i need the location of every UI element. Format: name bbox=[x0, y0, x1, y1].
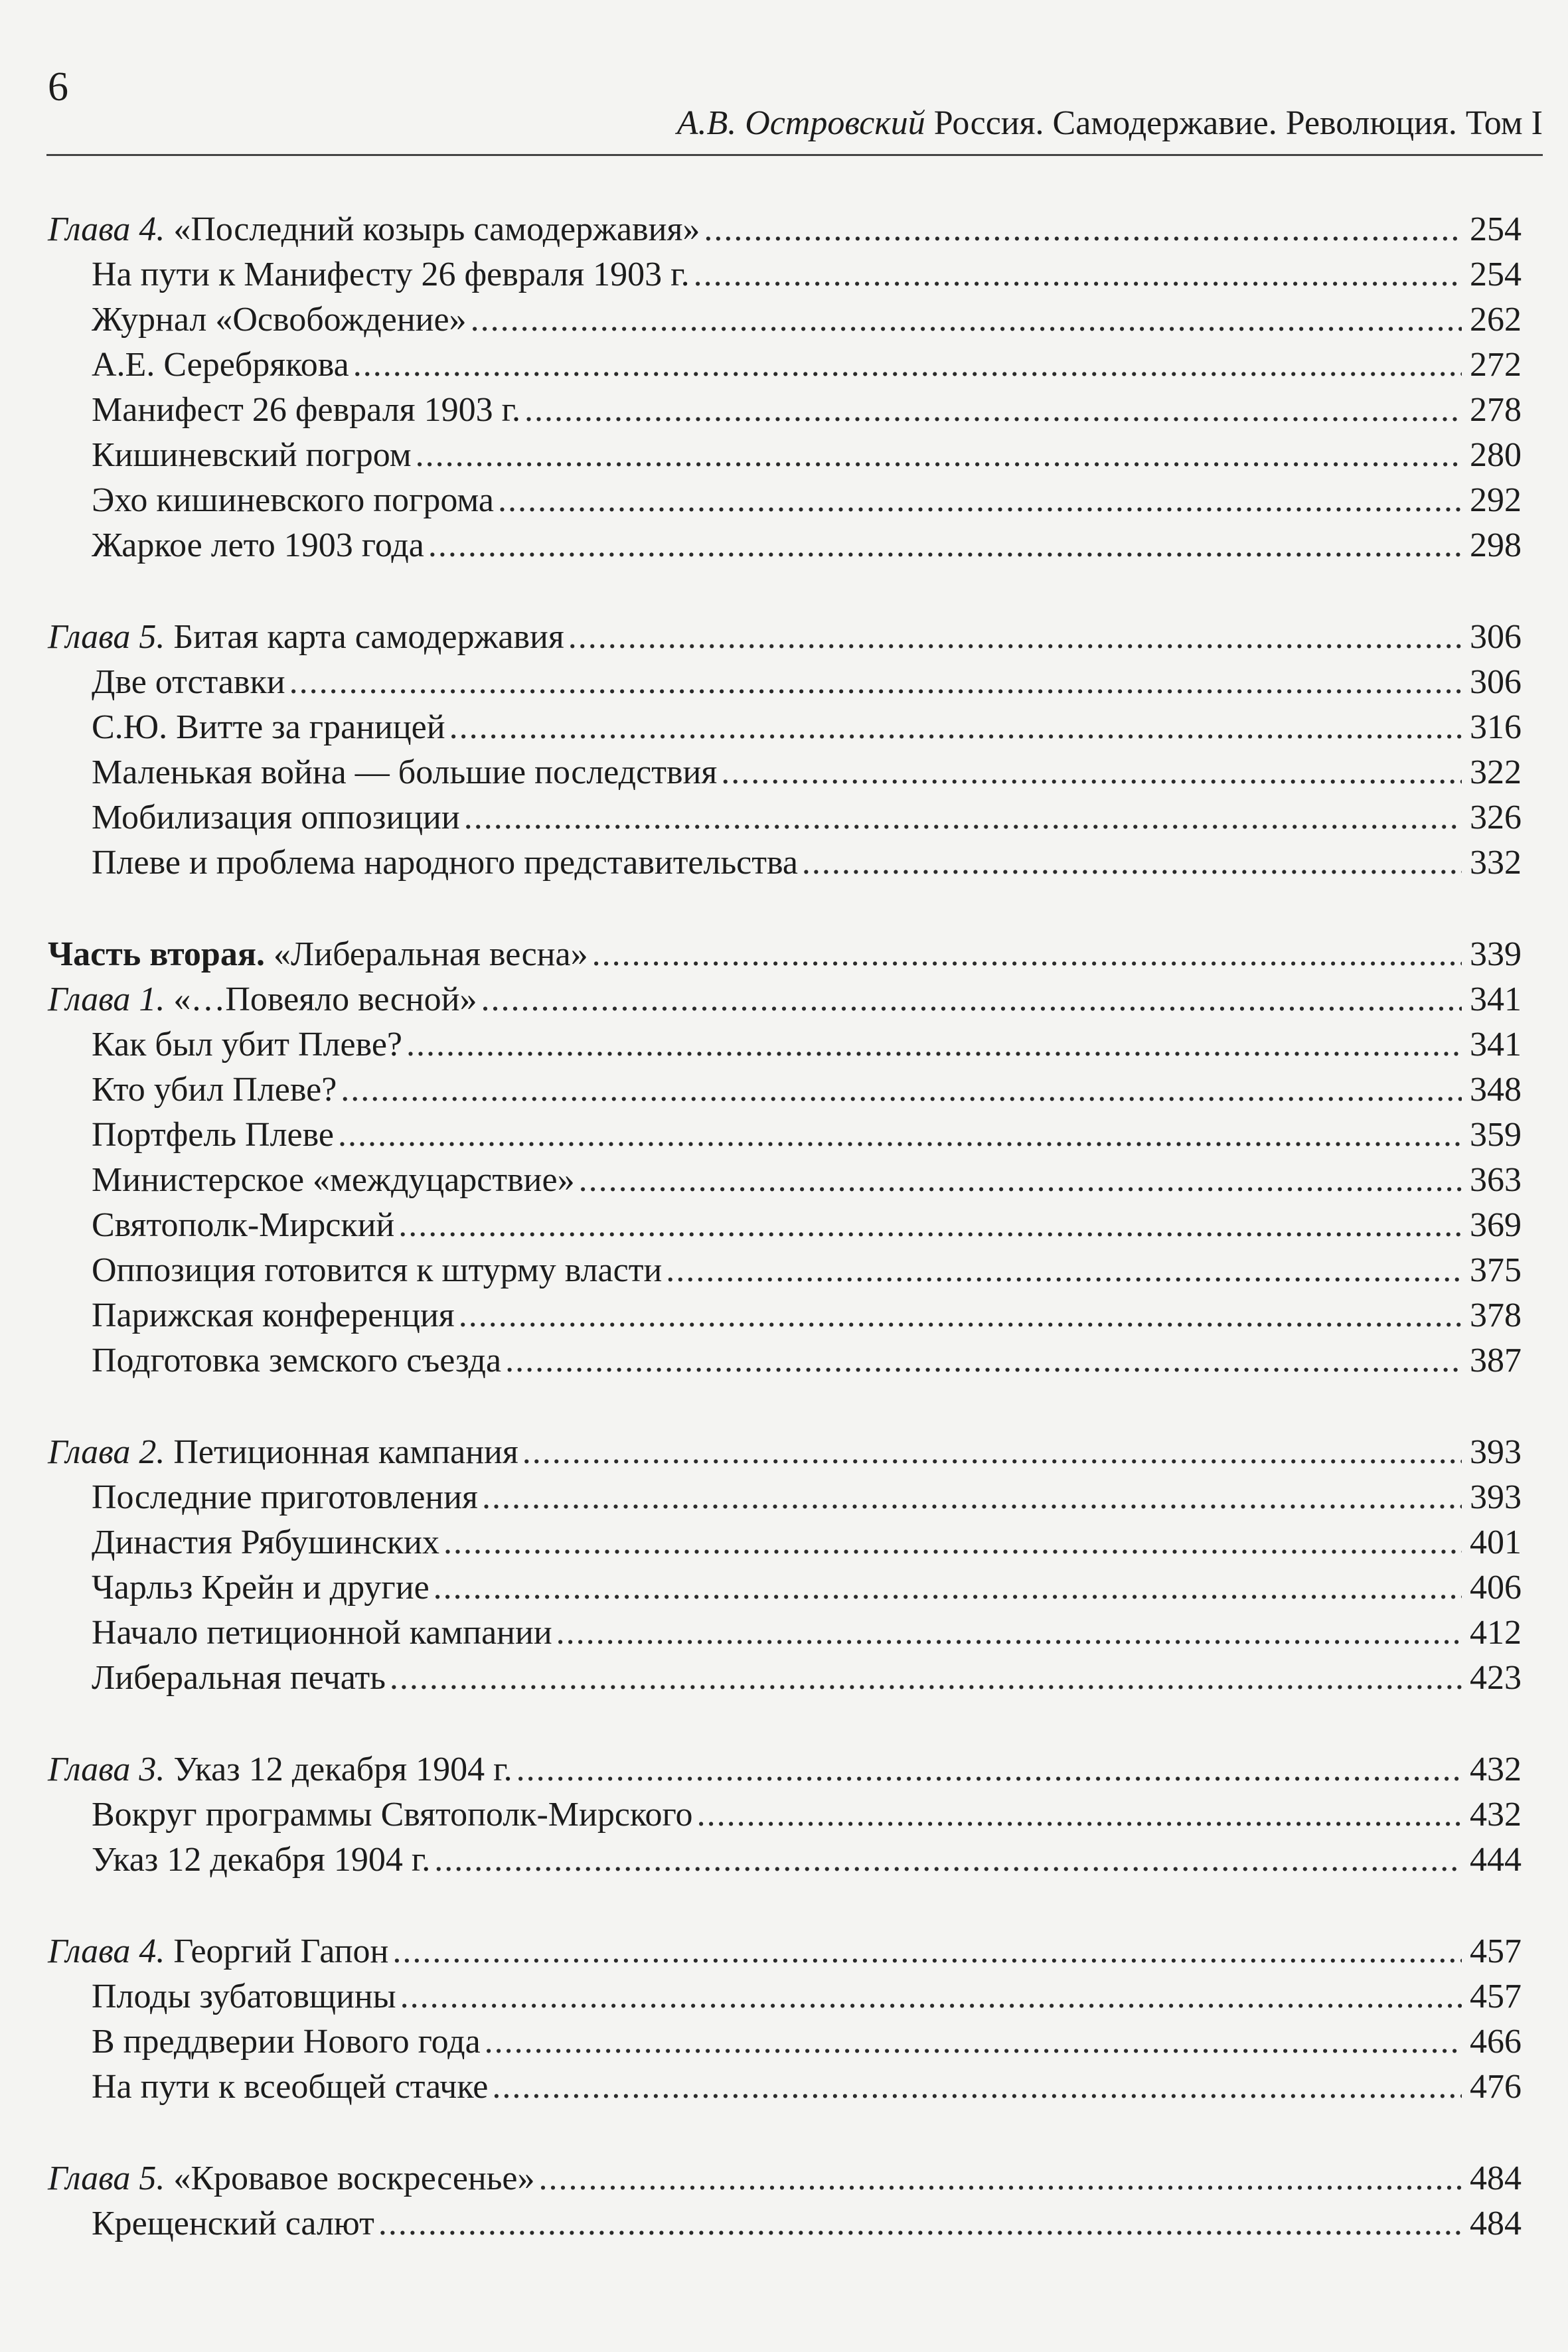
heading-spacer bbox=[165, 1433, 173, 1471]
chapter-label: Глава 4. bbox=[48, 1932, 165, 1970]
entry-title: С.Ю. Витте за границей bbox=[92, 708, 445, 746]
dot-leader bbox=[338, 1113, 1462, 1158]
entry-title: Чарльз Крейн и другие bbox=[92, 1569, 430, 1607]
running-head bbox=[677, 106, 1543, 141]
entry-title bbox=[48, 207, 700, 252]
chapter-title: Указ 12 декабря 1904 г. bbox=[173, 1751, 512, 1788]
dot-leader bbox=[433, 1565, 1462, 1610]
dot-leader bbox=[289, 660, 1462, 705]
dot-leader bbox=[802, 840, 1462, 886]
page-ref: 278 bbox=[1470, 391, 1522, 429]
running-head-author: А.В. Островский bbox=[676, 104, 925, 142]
page-ref: 369 bbox=[1470, 1206, 1522, 1244]
dot-leader bbox=[443, 1520, 1462, 1565]
chapter-title: «Кровавое воскресенье» bbox=[173, 2159, 535, 2197]
table-of-contents bbox=[48, 207, 1522, 2293]
page-ref: 466 bbox=[1470, 2023, 1522, 2061]
page-ref: 406 bbox=[1470, 1569, 1522, 1607]
entry-title: Плеве и проблема народного представительства bbox=[92, 844, 798, 882]
chapter-label: Глава 4. bbox=[48, 210, 165, 248]
entry-title bbox=[48, 977, 477, 1022]
heading-spacer bbox=[165, 1932, 173, 1970]
entry-title: Последние приготовления bbox=[92, 1478, 478, 1516]
entry-title: На пути к всеобщей стачке bbox=[92, 2068, 489, 2106]
entry-title: Кишиневский погром bbox=[92, 436, 412, 474]
heading-spacer bbox=[165, 980, 173, 1018]
dot-leader bbox=[704, 207, 1462, 252]
page-ref: 457 bbox=[1470, 1978, 1522, 2015]
toc-entry bbox=[48, 1203, 1522, 1248]
dot-leader bbox=[498, 478, 1462, 523]
entry-title: Либеральная печать bbox=[92, 1659, 386, 1697]
page-ref: 339 bbox=[1470, 935, 1522, 973]
entry-title bbox=[48, 1430, 518, 1475]
entry-title: Плоды зубатовщины bbox=[92, 1978, 396, 2015]
toc-entry bbox=[48, 1792, 1522, 1838]
page-ref: 432 bbox=[1470, 1751, 1522, 1788]
toc-entry bbox=[48, 252, 1522, 297]
toc-entry bbox=[48, 660, 1522, 705]
entry-title bbox=[48, 932, 588, 977]
chapter-label: Глава 3. bbox=[48, 1751, 165, 1788]
dot-leader bbox=[539, 2156, 1462, 2201]
entry-title: Журнал «Освобождение» bbox=[92, 301, 467, 339]
toc-entry bbox=[48, 1475, 1522, 1520]
chapter-title: Георгий Гапон bbox=[173, 1932, 389, 1970]
page-ref: 316 bbox=[1470, 708, 1522, 746]
toc-entry bbox=[48, 388, 1522, 433]
dot-leader bbox=[524, 388, 1462, 433]
dot-leader bbox=[492, 2065, 1462, 2110]
toc-entry bbox=[48, 2019, 1522, 2065]
entry-title bbox=[48, 1929, 388, 1974]
entry-title: Крещенский салют bbox=[92, 2205, 374, 2242]
toc-entry bbox=[48, 1974, 1522, 2019]
toc-entry bbox=[48, 433, 1522, 478]
dot-leader bbox=[449, 705, 1462, 750]
toc-entry bbox=[48, 1293, 1522, 1338]
dot-leader bbox=[378, 2201, 1462, 2246]
toc-entry bbox=[48, 1838, 1522, 1883]
entry-title: Эхо кишиневского погрома bbox=[92, 481, 494, 519]
chapter-title: Петиционная кампания bbox=[173, 1433, 518, 1471]
entry-title: Министерское «междуцарствие» bbox=[92, 1161, 575, 1199]
entry-title: Подготовка земского съезда bbox=[92, 1342, 502, 1379]
entry-title: А.Е. Серебрякова bbox=[92, 346, 349, 384]
entry-title: Маленькая война — большие последствия bbox=[92, 753, 718, 791]
chapter-heading bbox=[48, 207, 1522, 252]
toc-entry bbox=[48, 1656, 1522, 1701]
page-ref: 332 bbox=[1470, 844, 1522, 882]
entry-title: Как был убит Плеве? bbox=[92, 1026, 402, 1063]
dot-leader bbox=[482, 1475, 1462, 1520]
dot-leader bbox=[485, 2019, 1462, 2065]
toc-entry bbox=[48, 2065, 1522, 2110]
dot-leader bbox=[390, 1656, 1462, 1701]
toc-entry bbox=[48, 1520, 1522, 1565]
dot-leader bbox=[459, 1293, 1462, 1338]
page-ref: 393 bbox=[1470, 1433, 1522, 1471]
page-ref: 326 bbox=[1470, 799, 1522, 836]
chapter-title: «…Повеяло весной» bbox=[173, 980, 477, 1018]
page-ref: 378 bbox=[1470, 1296, 1522, 1334]
toc-group bbox=[48, 1747, 1522, 1883]
heading-spacer bbox=[165, 210, 173, 248]
toc-group bbox=[48, 207, 1522, 568]
entry-title: Вокруг программы Святополк-Мирского bbox=[92, 1796, 693, 1834]
page-ref: 292 bbox=[1470, 481, 1522, 519]
dot-leader bbox=[428, 523, 1462, 568]
chapter-label: Глава 5. bbox=[48, 2159, 165, 2197]
chapter-heading bbox=[48, 1747, 1522, 1792]
chapter-heading bbox=[48, 977, 1522, 1022]
dot-leader bbox=[579, 1158, 1462, 1203]
page-ref: 298 bbox=[1470, 526, 1522, 564]
entry-title: Династия Рябушинских bbox=[92, 1524, 439, 1561]
page-ref: 484 bbox=[1470, 2159, 1522, 2197]
entry-title: Указ 12 декабря 1904 г. bbox=[92, 1841, 431, 1879]
entry-title: Парижская конференция bbox=[92, 1296, 455, 1334]
chapter-heading bbox=[48, 1430, 1522, 1475]
chapter-label: Глава 1. bbox=[48, 980, 165, 1018]
dot-leader bbox=[721, 750, 1462, 795]
dot-leader bbox=[392, 1929, 1462, 1974]
toc-group bbox=[48, 932, 1522, 1383]
toc-entry bbox=[48, 840, 1522, 886]
toc-entry bbox=[48, 297, 1522, 343]
page-ref: 254 bbox=[1470, 210, 1522, 248]
dot-leader bbox=[522, 1430, 1462, 1475]
page-number: 6 bbox=[48, 64, 68, 110]
dot-leader bbox=[592, 932, 1462, 977]
entry-title bbox=[48, 615, 564, 660]
entry-title: Оппозиция готовится к штурму власти bbox=[92, 1251, 663, 1289]
toc-entry bbox=[48, 795, 1522, 840]
page-ref: 484 bbox=[1470, 2205, 1522, 2242]
toc-group bbox=[48, 1929, 1522, 2110]
part-label: Часть вторая. bbox=[48, 935, 265, 973]
dot-leader bbox=[694, 252, 1462, 297]
page-ref: 306 bbox=[1470, 618, 1522, 656]
entry-title: Манифест 26 февраля 1903 г. bbox=[92, 391, 521, 429]
toc-entry bbox=[48, 523, 1522, 568]
page-ref: 306 bbox=[1470, 663, 1522, 701]
page-ref: 423 bbox=[1470, 1659, 1522, 1697]
page-ref: 387 bbox=[1470, 1342, 1522, 1379]
page-ref: 412 bbox=[1470, 1614, 1522, 1652]
page-ref: 348 bbox=[1470, 1071, 1522, 1109]
chapter-heading bbox=[48, 1929, 1522, 1974]
page-ref: 322 bbox=[1470, 753, 1522, 791]
chapter-heading bbox=[48, 615, 1522, 660]
heading-spacer bbox=[165, 2159, 173, 2197]
page-ref: 262 bbox=[1470, 301, 1522, 339]
dot-leader bbox=[400, 1974, 1462, 2019]
toc-entry bbox=[48, 478, 1522, 523]
dot-leader bbox=[516, 1747, 1462, 1792]
entry-title bbox=[48, 2156, 535, 2201]
entry-title: Жаркое лето 1903 года bbox=[92, 526, 424, 564]
dot-leader bbox=[481, 977, 1462, 1022]
entry-title: Мобилизация оппозиции bbox=[92, 799, 460, 836]
page-ref: 359 bbox=[1470, 1116, 1522, 1154]
part-heading bbox=[48, 932, 1522, 977]
toc-entry bbox=[48, 343, 1522, 388]
toc-entry bbox=[48, 1248, 1522, 1293]
dot-leader bbox=[666, 1248, 1462, 1293]
entry-title: Святополк-Мирский bbox=[92, 1206, 395, 1244]
toc-group bbox=[48, 615, 1522, 886]
dot-leader bbox=[697, 1792, 1462, 1838]
dot-leader bbox=[416, 433, 1462, 478]
running-head-title: Россия. Самодержавие. Революция. Том I bbox=[933, 104, 1543, 142]
chapter-label: Глава 5. bbox=[48, 618, 165, 656]
chapter-title: «Последний козырь самодержавия» bbox=[173, 210, 700, 248]
toc-entry bbox=[48, 1158, 1522, 1203]
toc-entry bbox=[48, 750, 1522, 795]
page-ref: 401 bbox=[1470, 1524, 1522, 1561]
toc-entry bbox=[48, 1610, 1522, 1656]
dot-leader bbox=[556, 1610, 1462, 1656]
heading-spacer bbox=[265, 935, 274, 973]
page-ref: 444 bbox=[1470, 1841, 1522, 1879]
toc-entry bbox=[48, 1565, 1522, 1610]
toc-entry bbox=[48, 705, 1522, 750]
dot-leader bbox=[464, 795, 1462, 840]
page-ref: 341 bbox=[1470, 1026, 1522, 1063]
dot-leader bbox=[568, 615, 1462, 660]
page-ref: 476 bbox=[1470, 2068, 1522, 2106]
chapter-label: Глава 2. bbox=[48, 1433, 165, 1471]
entry-title: Начало петиционной кампании bbox=[92, 1614, 552, 1652]
entry-title: Кто убил Плеве? bbox=[92, 1071, 337, 1109]
header-rule bbox=[46, 154, 1543, 156]
part-title: «Либеральная весна» bbox=[273, 935, 588, 973]
toc-entry bbox=[48, 1022, 1522, 1067]
chapter-title: Битая карта самодержавия bbox=[173, 618, 564, 656]
entry-title: Портфель Плеве bbox=[92, 1116, 334, 1154]
page-ref: 457 bbox=[1470, 1932, 1522, 1970]
entry-title: В преддверии Нового года bbox=[92, 2023, 481, 2061]
toc-entry bbox=[48, 1338, 1522, 1383]
heading-spacer bbox=[165, 618, 173, 656]
toc-entry bbox=[48, 1067, 1522, 1113]
entry-title: Две отставки bbox=[92, 663, 285, 701]
dot-leader bbox=[398, 1203, 1462, 1248]
dot-leader bbox=[471, 297, 1462, 343]
chapter-heading bbox=[48, 2156, 1522, 2201]
toc-entry bbox=[48, 1113, 1522, 1158]
page-ref: 254 bbox=[1470, 256, 1522, 293]
page-ref: 341 bbox=[1470, 980, 1522, 1018]
page-ref: 375 bbox=[1470, 1251, 1522, 1289]
dot-leader bbox=[406, 1022, 1462, 1067]
page-ref: 272 bbox=[1470, 346, 1522, 384]
toc-group bbox=[48, 2156, 1522, 2246]
page-ref: 363 bbox=[1470, 1161, 1522, 1199]
page-ref: 280 bbox=[1470, 436, 1522, 474]
dot-leader bbox=[341, 1067, 1462, 1113]
toc-entry bbox=[48, 2201, 1522, 2246]
dot-leader bbox=[434, 1838, 1462, 1883]
toc-group bbox=[48, 1430, 1522, 1701]
entry-title bbox=[48, 1747, 512, 1792]
dot-leader bbox=[505, 1338, 1462, 1383]
heading-spacer bbox=[165, 1751, 173, 1788]
dot-leader bbox=[353, 343, 1462, 388]
page-ref: 432 bbox=[1470, 1796, 1522, 1834]
entry-title: На пути к Манифесту 26 февраля 1903 г. bbox=[92, 256, 690, 293]
page-ref: 393 bbox=[1470, 1478, 1522, 1516]
